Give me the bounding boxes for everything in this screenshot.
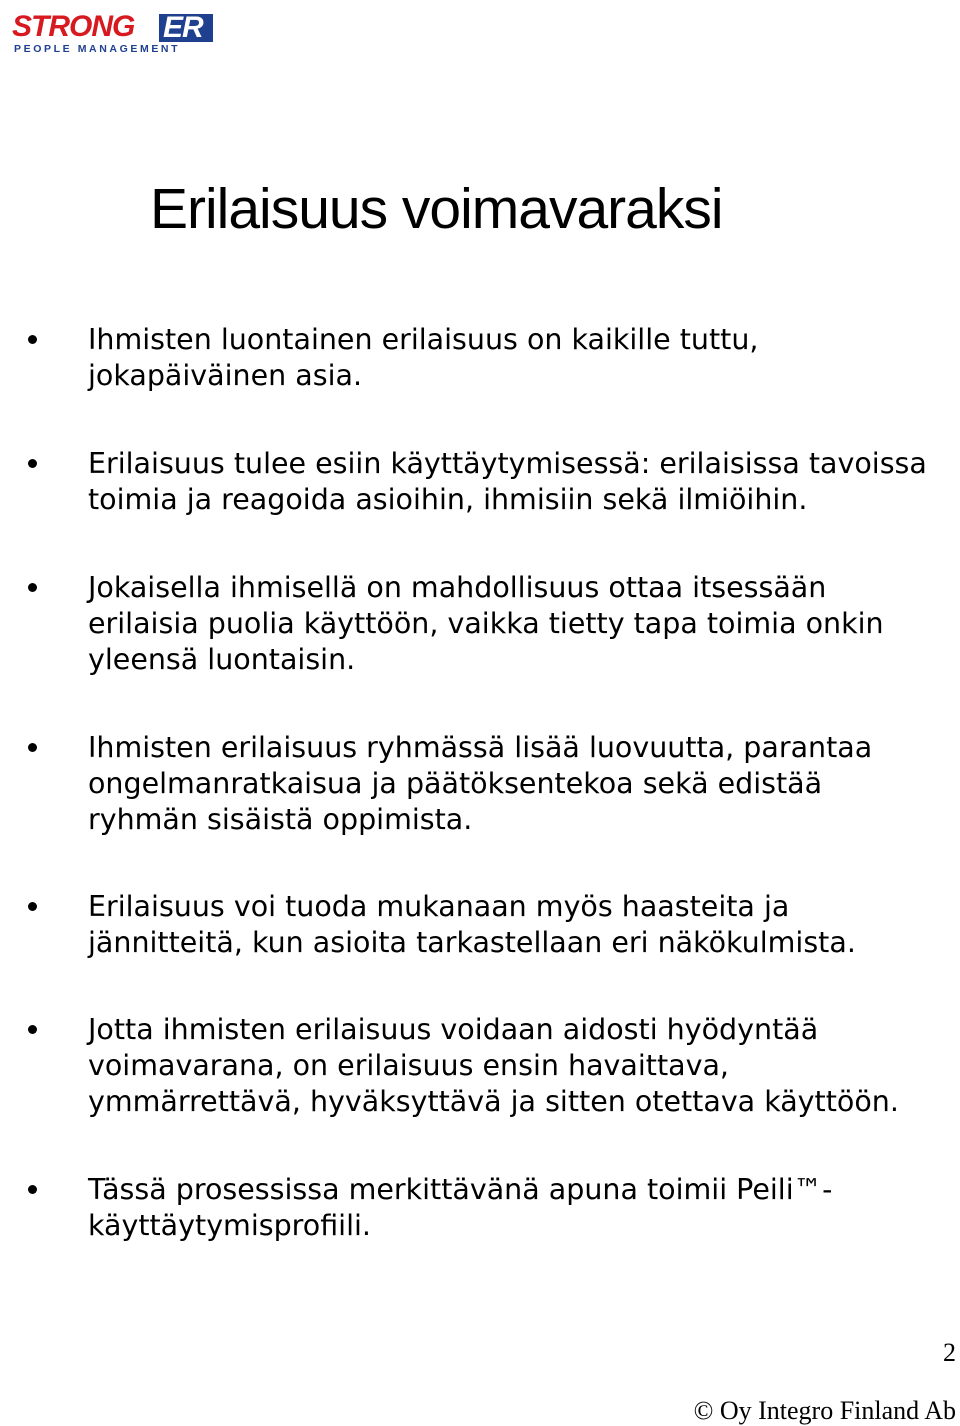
- bullet-text: Jotta ihmisten erilaisuus voidaan aidosti hyödyntää voimavarana, on erilaisuus ensin havaittava, ymmärrettävä, hyväksyttävä ja sitten otettava käyttöön.: [88, 1013, 899, 1118]
- bullet-item: [88, 889, 938, 961]
- bullet-dot-icon: [28, 902, 37, 911]
- logo-tagline: PEOPLE MANAGEMENT: [14, 43, 181, 55]
- bullet-text: Tässä prosessissa merkittävänä apuna toimii Peili™-käyttäytymisprofiili.: [88, 1173, 833, 1242]
- bullet-item: [88, 1012, 938, 1120]
- bullet-text: Jokaisella ihmisellä on mahdollisuus ottaa itsessään erilaisia puolia käyttöön, vaikka tietty tapa toimia onkin yleensä luontaisin.: [88, 571, 884, 676]
- logo-wordmark-main: STRONG: [12, 10, 135, 43]
- logo-wordmark-box-text: ER: [163, 11, 203, 44]
- logo-wordmark-box: [159, 11, 213, 44]
- bullet-dot-icon: [28, 335, 37, 344]
- bullet-text: Ihmisten luontainen erilaisuus on kaikille tuttu, jokapäiväinen asia.: [88, 323, 759, 392]
- page-title: Erilaisuus voimavaraksi: [150, 177, 723, 241]
- bullet-item: [88, 730, 938, 838]
- bullet-dot-icon: [28, 1185, 37, 1194]
- strongerpm-logo: [12, 10, 217, 56]
- bullet-dot-icon: [28, 583, 37, 592]
- bullet-text: Erilaisuus tulee esiin käyttäytymisessä: erilaisissa tavoissa toimia ja reagoida asioihin, ihmisiin sekä ilmiöihin.: [88, 447, 927, 516]
- bullet-item: [88, 570, 938, 678]
- bullet-item: [88, 446, 938, 518]
- bullet-text: Erilaisuus voi tuoda mukanaan myös haasteita ja jännitteitä, kun asioita tarkastellaan eri näkökulmista.: [88, 890, 856, 959]
- bullet-text: Ihmisten erilaisuus ryhmässä lisää luovuutta, parantaa ongelmanratkaisua ja päätöksentekoa sekä edistää ryhmän sisäistä oppimista.: [88, 731, 873, 836]
- bullet-item: [88, 322, 938, 394]
- bullet-dot-icon: [28, 1025, 37, 1034]
- page-number: 2: [943, 1338, 956, 1367]
- bullet-dot-icon: [28, 459, 37, 468]
- copyright-notice: © Oy Integro Finland Ab: [693, 1396, 956, 1425]
- bullet-item: [88, 1172, 938, 1244]
- bullet-dot-icon: [28, 743, 37, 752]
